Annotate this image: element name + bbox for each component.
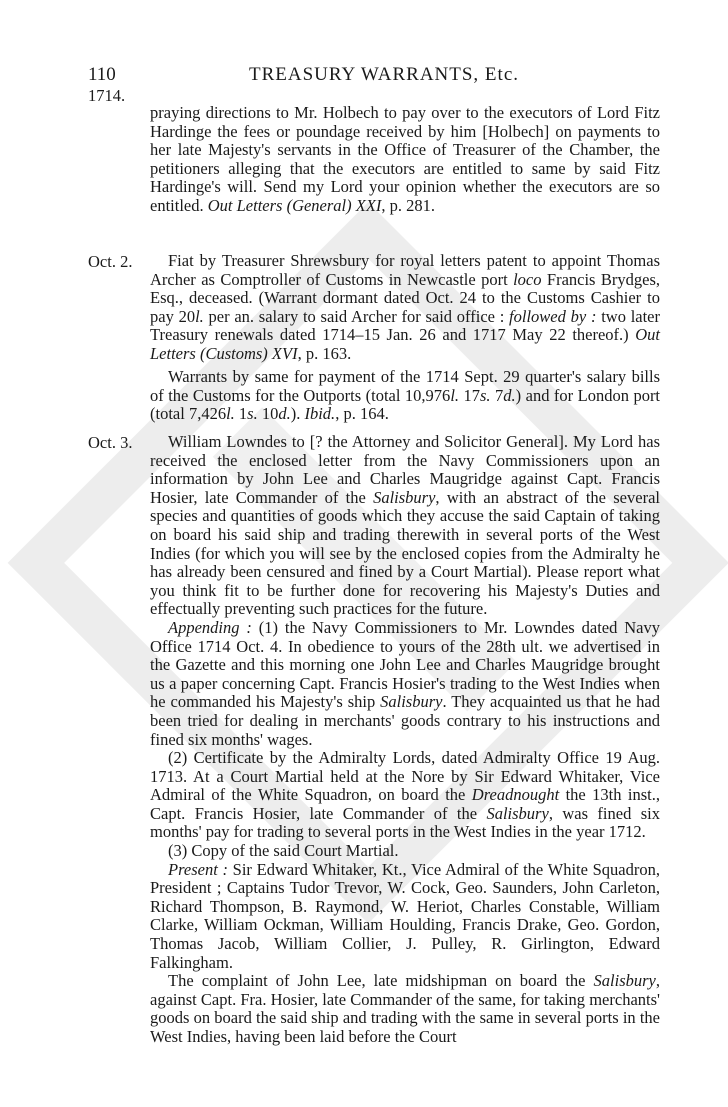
text-run: (2) Certificate by the Admiralty Lords, dated Admiralty Office 19 Aug. 1713. At a Court Martial held at the Nore by Sir Edward Whitaker, Vice Admiral of the White Squadron, on board the xyxy=(150,748,660,805)
italic-text: Salisbury xyxy=(380,692,443,712)
italic-text: Salisbury xyxy=(593,971,656,991)
paragraph xyxy=(150,749,660,842)
text-run: 7 xyxy=(490,385,504,405)
paragraph xyxy=(150,972,660,1046)
text-run: the 13th inst., Capt. Francis Hosier, late Commander of the xyxy=(150,785,660,823)
italic-text: s. xyxy=(480,385,491,405)
paragraph xyxy=(150,368,660,424)
italic-text: l. xyxy=(226,404,235,424)
italic-text: Dreadnought xyxy=(471,785,560,805)
italic-text: l. xyxy=(450,385,460,405)
page-number: 110 xyxy=(88,64,116,85)
text-run: two later Treasury renewals dated 1714–15 Jan. 26 and 1717 May 22 thereof.) xyxy=(150,306,661,345)
italic-text: d. xyxy=(503,385,516,405)
italic-text: Appending : xyxy=(168,617,252,637)
text-run: ) and for London port (total 7,426 xyxy=(150,385,661,424)
running-head: TREASURY WARRANTS, Etc. xyxy=(248,64,520,85)
text-run: 1 xyxy=(234,404,248,424)
paragraph xyxy=(150,252,660,364)
text-run: Warrants by same for payment of the 1714 Sept. 29 quarter's salary bills of the Customs for the Outports (total 10,976 xyxy=(150,367,660,405)
italic-text: d. xyxy=(278,404,291,424)
italic-text: Out Letters (General) XXI xyxy=(207,195,382,215)
text-run: ). xyxy=(290,404,305,424)
paragraph xyxy=(150,842,660,861)
italic-text: l. xyxy=(195,306,204,326)
paragraph xyxy=(150,619,660,749)
text-run: , was fined six months' pay for trading to several ports in the West Indies in the year 1712. xyxy=(150,803,660,842)
text-run: Fiat by Treasurer Shrewsbury for royal letters patent to appoint Thomas Archer as Comptroller of Customs in Newcastle port xyxy=(150,251,660,289)
italic-text: Out Letters (Customs) XVI xyxy=(150,325,660,363)
entry-block-oct-3 xyxy=(150,433,660,1047)
italic-text: Ibid. xyxy=(304,404,336,424)
text-run: The complaint of John Lee, late midshipman on board the xyxy=(168,971,594,991)
text-run: , with an abstract of the several species and quantities of goods which they accuse the said Captain of taking on board his said ship and trading therewith in several ports of the West Indies (for which you will see by the enclosed copies from the Admiralty he has already been censured and fined by a Court Martial). Please report what you think fit to be further done for recovering his Majesty's Duties and effectually preventing such practices for the future. xyxy=(150,487,660,619)
text-run: , p. 164. xyxy=(335,404,389,424)
paragraph xyxy=(150,861,660,973)
text-run: 10 xyxy=(257,404,279,424)
text-run: (1) the Navy Commissioners to Mr. Lowndes dated Navy Office 1714 Oct. 4. In obedience to yours of the 28th ult. we advertised in the Gazette and this morning one John Lee and Charles Maugridge brought us a paper concerning Capt. Francis Hosier's trading to the West Indies when he commanded his Majesty's ship xyxy=(150,617,661,712)
text-run: per an. salary to said Archer for said office : xyxy=(203,306,510,326)
text-run: Francis Brydges, Esq., deceased. (Warrant dormant dated Oct. 24 to the Customs Cashier to pay 20 xyxy=(150,269,660,326)
text-run: (3) Copy of the said Court Martial. xyxy=(168,841,399,861)
text-run: 17 xyxy=(459,385,481,405)
italic-text: Present : xyxy=(168,859,228,879)
italic-text: s. xyxy=(247,404,258,424)
text-run: , p. 163. xyxy=(297,343,352,363)
text-run: , p. 281. xyxy=(381,195,436,215)
italic-text: followed by : xyxy=(509,306,597,326)
text-run: . They acquainted us that he had been tried for dealing in merchants' goods contrary to his instructions and fined six months' wages. xyxy=(150,692,660,749)
entry-date-oct-3: Oct. 3. xyxy=(88,433,133,452)
entry-block-warrants xyxy=(150,368,660,424)
entry-date-oct-2: Oct. 2. xyxy=(88,252,133,271)
entry-block-continuation xyxy=(150,104,660,216)
italic-text: loco xyxy=(513,269,542,289)
text-run: William Lowndes to [? the Attorney and Solicitor General]. My Lord has received the enclosed letter from the Navy Commissioners upon an information by John Lee and Charles Maugridge against Capt. Francis Hosier, late Commander of the xyxy=(150,432,660,507)
paragraph xyxy=(150,433,660,619)
text-run: Sir Edward Whitaker, Kt., Vice Admiral of the White Squadron, President ; Captains Tudor Trevor, W. Cock, Geo. Saunders, John Carleton, Richard Thompson, B. Raymond, W. Heriot, Charles Constable, William Clarke, William Ockman, William Houlding, Francis Drake, Geo. Gordon, Thomas Jacob, William Collier, J. Pulley, R. Girlington, Edward Falkingham. xyxy=(150,859,660,972)
italic-text: Salisbury xyxy=(486,803,549,823)
entry-block-oct-2 xyxy=(150,252,660,364)
italic-text: Salisbury xyxy=(373,487,436,507)
text-run: praying directions to Mr. Holbech to pay over to the executors of Lord Fitz Hardinge the fees or poundage received by him [Holbech] on payments to her late Majesty's servants in the Office of Treasurer of the Chamber, the petitioners alleging that the executors are entitled to same by said Fitz Hardinge's will. Send my Lord your opinion whether the executors are so entitled. xyxy=(150,103,660,215)
paragraph xyxy=(150,104,660,216)
margin-year: 1714. xyxy=(88,86,126,105)
text-run: , against Capt. Fra. Hosier, late Commander of the same, for taking merchants' goods on board the said ship and trading with the same in several ports in the West Indies, having been laid before the Court xyxy=(150,971,660,1046)
